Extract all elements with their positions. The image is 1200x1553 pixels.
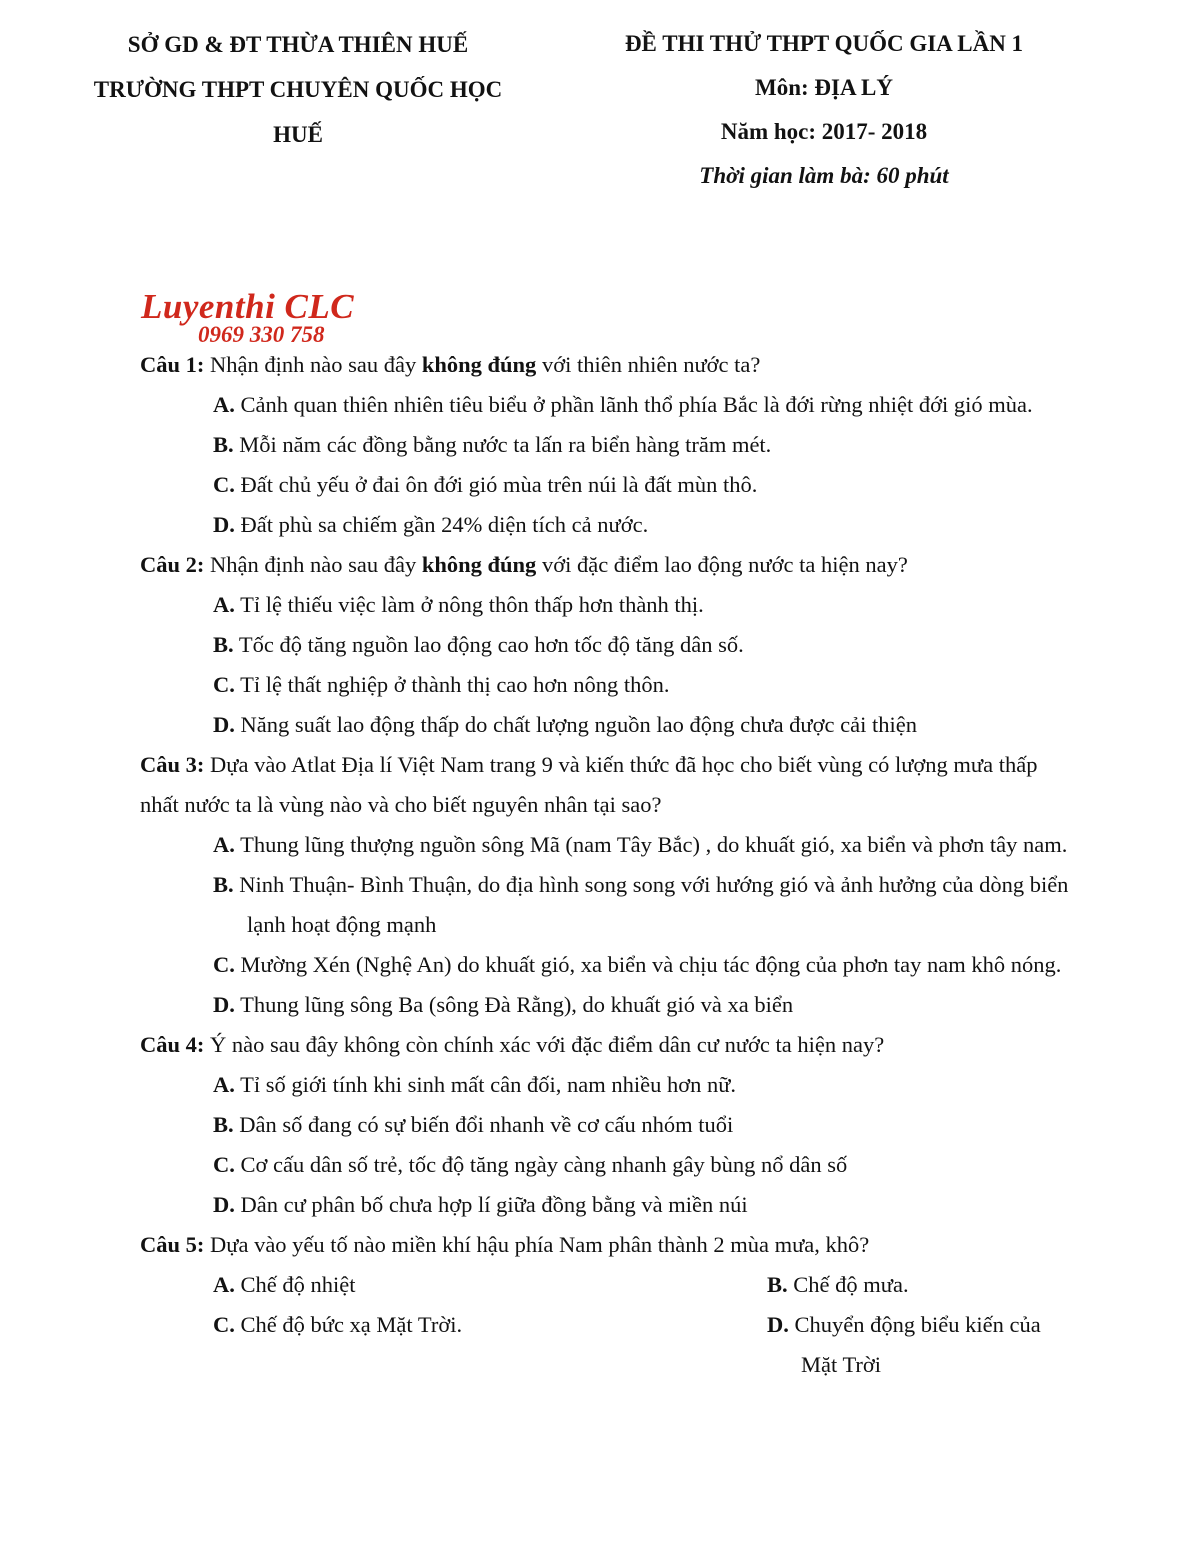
question-3-option-d	[140, 985, 1081, 1025]
question-5-stem-pre: Dựa vào yếu tố nào miền khí hậu phía Nam phân thành 2 mùa mưa, khô?	[210, 1232, 870, 1257]
question-1-stem-bold: không đúng	[421, 352, 537, 377]
exam-duration: Thời gian làm bà: 60 phút	[699, 163, 949, 188]
exam-subject: Môn: ĐỊA LÝ	[754, 75, 893, 100]
option-letter: D.	[213, 512, 235, 537]
option-text: Đất chủ yếu ở đai ôn đới gió mùa trên núi là đất mùn thô.	[240, 472, 758, 497]
option-letter: D.	[213, 1192, 235, 1217]
question-3-text	[140, 745, 1081, 825]
option-letter: D.	[213, 992, 235, 1017]
question-1-option-a	[140, 385, 1081, 425]
question-2-text	[140, 545, 1081, 585]
option-letter: A.	[213, 832, 235, 857]
question-2-stem-pre: Nhận định nào sau đây	[210, 552, 422, 577]
option-letter: B.	[213, 432, 234, 457]
question-2-option-b	[140, 625, 1081, 665]
option-letter: A.	[213, 392, 235, 417]
question-4-option-c	[140, 1145, 1081, 1185]
question-4	[140, 1025, 1081, 1225]
question-1-text	[140, 345, 1081, 385]
question-5-options-row-2	[140, 1305, 1081, 1385]
option-text: Mường Xén (Nghệ An) do khuất gió, xa biển và chịu tác động của phơn tay nam khô nóng.	[240, 952, 1062, 977]
question-2-option-c	[140, 665, 1081, 705]
option-text: Chế độ mưa.	[793, 1272, 909, 1297]
logo-phone-number: 0969 330 758	[198, 322, 325, 347]
question-4-option-a	[140, 1065, 1081, 1105]
question-1-stem-post: với thiên nhiên nước ta?	[536, 352, 761, 377]
option-text: Chuyển động biểu kiến của Mặt Trời	[794, 1312, 1041, 1377]
question-2-stem-post: với đặc điểm lao động nước ta hiện nay?	[536, 552, 908, 577]
option-letter: A.	[213, 1072, 235, 1097]
question-3-option-b	[140, 865, 1081, 945]
option-text: Chế độ nhiệt	[240, 1272, 356, 1297]
option-letter: C.	[213, 472, 235, 497]
question-1-stem-pre: Nhận định nào sau đây	[210, 352, 422, 377]
department-name: SỞ GD & ĐT THỪA THIÊN HUẾ	[127, 32, 469, 57]
question-5	[140, 1225, 1081, 1385]
option-text: Thung lũng sông Ba (sông Đà Rằng), do khuất gió và xa biển	[240, 992, 794, 1017]
question-1-option-d	[140, 505, 1081, 545]
option-text: Thung lũng thượng nguồn sông Mã (nam Tây Bắc) , do khuất gió, xa biển và phơn tây nam.	[240, 832, 1068, 857]
question-5-options-row-1	[140, 1265, 1081, 1305]
questions-body	[140, 345, 1081, 1385]
logo	[141, 287, 355, 347]
question-4-option-b	[140, 1105, 1081, 1145]
question-1-label: Câu 1:	[140, 352, 205, 377]
option-letter: C.	[213, 952, 235, 977]
question-2	[140, 545, 1081, 745]
question-5-option-a	[140, 1265, 694, 1305]
option-text: Dân cư phân bố chưa hợp lí giữa đồng bằng và miền núi	[240, 1192, 748, 1217]
question-4-stem-pre: Ý nào sau đây không còn chính xác với đặc điểm dân cư nước ta hiện nay?	[210, 1032, 885, 1057]
question-4-text	[140, 1025, 1081, 1065]
school-year: Năm học: 2017- 2018	[720, 119, 928, 144]
option-letter: B.	[213, 872, 234, 897]
option-text: Cảnh quan thiên nhiên tiêu biểu ở phần lãnh thổ phía Bắc là đới rừng nhiệt đới gió mùa.	[240, 392, 1033, 417]
option-letter: B.	[213, 1112, 234, 1137]
logo-brand-text: Luyenthi CLC	[141, 287, 355, 326]
exam-title: ĐỀ THI THỬ THPT QUỐC GIA LẦN 1	[624, 31, 1024, 56]
option-text: Đất phù sa chiếm gần 24% diện tích cả nước.	[240, 512, 649, 537]
question-3-stem-pre: Dựa vào Atlat Địa lí Việt Nam trang 9 và kiến thức đã học cho biết vùng có lượng mưa thấp nhất nước ta là vùng nào và cho biết nguyên nhân tại sao?	[140, 752, 1038, 817]
question-1-option-c	[140, 465, 1081, 505]
option-letter: C.	[213, 1312, 235, 1337]
question-5-option-b	[694, 1265, 909, 1305]
option-text: Tỉ lệ thiếu việc làm ở nông thôn thấp hơn thành thị.	[240, 592, 704, 617]
question-4-option-d	[140, 1185, 1081, 1225]
question-1-option-b	[140, 425, 1081, 465]
question-3-option-a	[140, 825, 1081, 865]
option-text: Năng suất lao động thấp do chất lượng nguồn lao động chưa được cải thiện	[240, 712, 917, 737]
question-2-option-a	[140, 585, 1081, 625]
question-5-label: Câu 5:	[140, 1232, 205, 1257]
question-5-option-c	[140, 1305, 694, 1385]
option-letter: C.	[213, 1152, 235, 1177]
option-letter: B.	[767, 1272, 788, 1297]
option-text: Tốc độ tăng nguồn lao động cao hơn tốc độ tăng dân số.	[238, 632, 744, 657]
question-2-label: Câu 2:	[140, 552, 205, 577]
question-2-stem-bold: không đúng	[421, 552, 537, 577]
option-text: Ninh Thuận- Bình Thuận, do địa hình song song với hướng gió và ảnh hưởng của dòng biển lạnh hoạt động mạnh	[239, 872, 1069, 937]
school-header-block	[88, 22, 508, 157]
question-2-option-d	[140, 705, 1081, 745]
option-letter: A.	[213, 592, 235, 617]
option-text: Tỉ số giới tính khi sinh mất cân đối, nam nhiều hơn nữ.	[240, 1072, 737, 1097]
option-letter: C.	[213, 672, 235, 697]
option-text: Mỗi năm các đồng bằng nước ta lấn ra biển hàng trăm mét.	[239, 432, 772, 457]
question-3-label: Câu 3:	[140, 752, 205, 777]
question-5-text	[140, 1225, 1081, 1265]
option-letter: D.	[213, 712, 235, 737]
option-text: Cơ cấu dân số trẻ, tốc độ tăng ngày càng nhanh gây bùng nổ dân số	[240, 1152, 848, 1177]
option-text: Tỉ lệ thất nghiệp ở thành thị cao hơn nông thôn.	[240, 672, 670, 697]
question-5-option-d	[694, 1305, 1081, 1385]
option-text: Dân số đang có sự biến đổi nhanh về cơ cấu nhóm tuổi	[239, 1112, 734, 1137]
question-1	[140, 345, 1081, 545]
question-4-label: Câu 4:	[140, 1032, 205, 1057]
exam-info-block	[618, 22, 1030, 198]
question-3-option-c	[140, 945, 1081, 985]
question-3	[140, 745, 1081, 1025]
option-letter: A.	[213, 1272, 235, 1297]
option-text: Chế độ bức xạ Mặt Trời.	[240, 1312, 463, 1337]
option-letter: D.	[767, 1312, 789, 1337]
school-name: TRƯỜNG THPT CHUYÊN QUỐC HỌC HUẾ	[93, 77, 503, 147]
option-letter: B.	[213, 632, 234, 657]
